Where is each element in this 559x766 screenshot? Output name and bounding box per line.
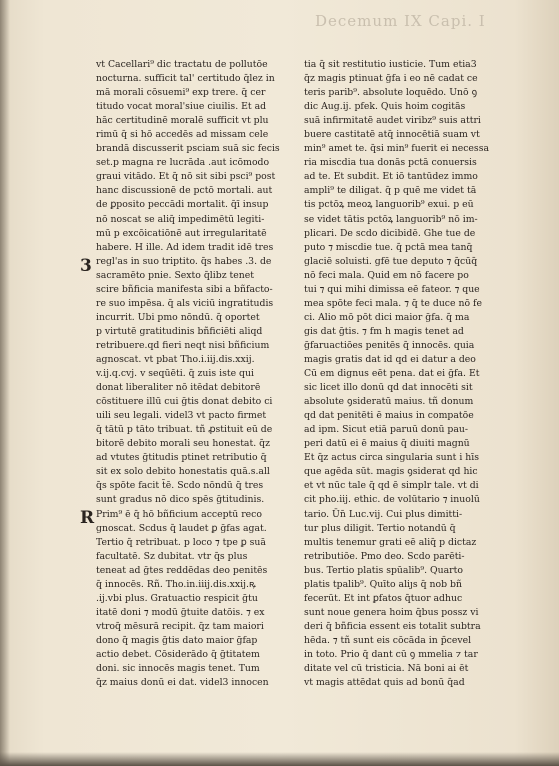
text-line: teris parib⁹. absolute loquēdo. Unō ꝯ — [304, 87, 478, 99]
text-line: ampli⁹ te diligat. q̄ p quē me videt tā — [304, 185, 477, 197]
text-line: tia q̄ sit restitutio iusticie. Tum etia3 — [304, 59, 477, 70]
text-line: in toto. Prio q̄ dant cū ꝯ mmelia ⁊ tar — [304, 648, 478, 660]
text-line: deri q̄ bñficia essent eis totalit subtra — [304, 620, 481, 632]
text-line: cōstituere illū cui ḡtis donat debito ci — [96, 396, 273, 408]
text-line: peri datū ei ē maius q̄ diuiti magnū — [304, 438, 470, 450]
text-line: ci. Alio mō pōt dici maior ḡfa. q̄ ma — [304, 311, 470, 323]
text-line: nocturna. sufficit tal' certitudo q̄lez in — [96, 73, 275, 85]
text-line: teneat ad ḡtes reddēdas deo penitēs — [96, 564, 268, 576]
text-line: Prim⁹ ē q̄ hō bñficium acceptū reco — [96, 508, 262, 520]
text-line: suā infirmitatē audet viribz⁹ suis attri — [304, 115, 481, 127]
text-line: q̄s spōte facit t̄ē. Scdo nōndū q̄ tres — [96, 480, 264, 492]
text-line: incurrit. Ubi pmo nōndū. q̄ oportet — [96, 311, 260, 323]
text-line: tis pctōꝝ meoꝝ languorib⁹ exui. p eū — [304, 199, 474, 211]
text-line: hanc discussionē de pctō mortali. aut — [96, 185, 273, 197]
text-line: nō feci mala. Quid em nō facere po — [304, 269, 469, 281]
text-line: tui ⁊ qui mihi dimissa eē fateor. ⁊ que — [304, 283, 480, 295]
text-line: bus. Tertio platis spūalib⁹. Quarto — [304, 564, 463, 576]
text-line: gis dat ḡtis. ⁊ fm h magis tenet ad — [304, 325, 464, 337]
section-marker: R — [80, 508, 95, 528]
text-line: Tertio q̄ retribuat. p loco ⁊ tpe ꝑ suā — [96, 536, 266, 548]
text-line: v.ij.q.cvj. v seqūēti. q̄ zuis iste qui — [96, 368, 254, 380]
text-line: et vt nūc tale q̄ qd ē simplr tale. vt di — [304, 480, 479, 492]
text-line: cit pho.iij. ethic. de volūtario ⁊ inuolū — [304, 494, 480, 506]
text-line: set.p magna re lucrāda .aut icōmodo — [96, 157, 270, 169]
text-line: gnoscat. Scdus q̄ laudet ꝑ ḡfas agat. — [96, 522, 267, 534]
text-line: se videt tātis pctōꝝ languorib⁹ nō im- — [304, 213, 478, 225]
text-line: tur plus diligit. Tertio notandū q̄ — [304, 522, 456, 534]
text-line: q̄ innocēs. Rñ. Tho.in.iiij.dis.xxij.ꝶ — [96, 578, 256, 590]
text-line: vt Cacellari⁹ dic tractatu de pollutōe — [96, 59, 268, 70]
text-line: sic licet illo donū qd dat innocēti sit — [304, 382, 473, 394]
running-head: Decemum IX Capi. I — [315, 12, 486, 30]
text-line: puto ⁊ miscdie tue. q̄ pctā mea tanq̄ — [304, 241, 473, 253]
page-gutter-shadow — [0, 0, 10, 766]
text-line: itatē doni ⁊ modū ḡtuite datōis. ⁊ ex — [96, 606, 265, 618]
text-line: retributiōe. Pmo deo. Scdo parēti- — [304, 550, 465, 562]
text-line: q̄z magis ptinuat ḡfa i eo nē cadat ce — [304, 73, 478, 85]
text-line: Et q̄z actus circa singularia sunt i hīs — [304, 452, 480, 464]
text-line: mā morali cōsuemi⁹ exp trere. q̄ cer — [96, 87, 266, 99]
text-line: brandā discusserit psciam suā sic fecis — [96, 143, 280, 155]
text-line: ditate vel cū tristicia. Nā boni ai ēt — [304, 663, 469, 675]
left-text-column — [96, 58, 311, 690]
text-line: min⁹ amet te. q̄si min⁹ fuerit ei necessa — [304, 143, 490, 155]
text-line: nō noscat se aliq̄ impedimētū legiti- — [96, 213, 265, 225]
text-line: scire bñficia manifesta sibi a bñfacto- — [96, 283, 273, 295]
text-line: habere. H ille. Ad idem tradit idē tres — [96, 241, 274, 253]
text-line: retribuere.qd fieri neqt nisi bñficium — [96, 339, 270, 351]
text-line: donat liberaliter nō itēdat debitorē — [96, 382, 261, 394]
text-line: rimū q̄ si hō accedēs ad missam cele — [96, 129, 269, 141]
text-line: uili seu legali. videl3 vt pacto firmet — [96, 410, 267, 422]
text-line: multis tenemur grati eē aliq̄ p dictaz — [304, 536, 477, 548]
text-line: actio debet. Cōsiderādo q̄ ḡtitatem — [96, 648, 260, 660]
text-line: dono q̄ magis ḡtis dato maior ḡfap — [96, 634, 258, 646]
text-line: mea spōte feci mala. ⁊ q̄ te duce nō fe — [304, 297, 482, 309]
text-line: magis gratis dat id qd ei datur a deo — [304, 353, 476, 365]
text-line: facultatē. Sz dubitat. vtr q̄s plus — [96, 550, 248, 562]
text-line: ad te. Et subdit. Et iō tantūdez immo — [304, 171, 478, 183]
section-marker: 3 — [80, 256, 92, 276]
text-line: de ꝑposito peccādi mortalit. q̄ī insup — [96, 199, 269, 211]
text-line: sit ex solo debito honestatis quā.s.all — [96, 466, 270, 478]
text-line: graui vitādo. Et q̄ nō sit sibi psci⁹ post — [96, 171, 276, 183]
text-line: vt magis attēdat quis ad bonū q̄ad — [304, 677, 465, 689]
text-line: doni. sic innocēs magis tenet. Tum — [96, 663, 260, 675]
text-line: qd dat penitēti ē maius in compatōe — [304, 410, 474, 422]
text-line: mū p excōicatiōnē aut irregularitatē — [96, 227, 267, 239]
text-line: ḡfaruactiōes penitēs q̄ innocēs. quia — [304, 339, 475, 351]
text-line: .ij.vbi plus. Gratuactio respicit ḡtu — [96, 592, 258, 604]
text-line: platis tpalib⁹. Quīto aliȷs q̄ nob bñ — [304, 578, 462, 590]
text-line: titudo vocat moral'siue ciuilis. Et ad — [96, 101, 267, 113]
text-line: dic Aug.ij. pfek. Quis hoim cogitās — [304, 101, 466, 113]
text-line: ria miscdia tua donās pctā conuersis — [304, 157, 477, 169]
text-line: ad ipm. Sicut etiā paruū donū pau- — [304, 424, 469, 436]
text-line: Cū em dignus eēt pena. dat ei ḡfa. Et — [304, 368, 480, 380]
text-line: hāc certitudinē moralē sufficit vt plu — [96, 115, 269, 127]
text-line: absolute ꝯsideratū maius. tñ donum — [304, 396, 474, 408]
text-line: sacramēto pnie. Sexto q̄libz tenet — [96, 269, 255, 281]
text-line: regl'as in suo triptito. q̄s habes .3. de — [96, 255, 272, 267]
page-bottom-shadow — [0, 752, 559, 766]
text-line: que agēda sūt. magis ꝯsiderat qd hic — [304, 466, 478, 478]
text-line: q̄z maius donū ei dat. videl3 innocen — [96, 677, 269, 689]
text-line: q̄ tātū p tāto tribuat. tñ ꝓstituit eū de — [96, 424, 273, 436]
text-line: fecerūt. Et int ꝑfatos q̄tuor adhuc — [304, 592, 463, 604]
text-line: agnoscat. vt pbat Tho.i.iij.dis.xxij. — [96, 353, 255, 365]
text-line: plicari. De scdo dicibidē. Ghe tue de — [304, 227, 476, 239]
text-line: re suo impēsa. q̄ als viciū ingratitudis — [96, 297, 274, 309]
text-line: sunt noue genera hoim q̄bus possz vi — [304, 606, 479, 618]
text-line: tario. Ūn̄ Luc.vij. Cui plus dimitti- — [304, 508, 463, 520]
text-line: buere castitatē atq̄ innocētiā suam vt — [304, 129, 480, 141]
right-text-column — [304, 58, 519, 690]
text-line: sunt gradus nō dico spēs ḡtitudinis. — [96, 494, 265, 506]
text-line: glaciē soluisti. gfē tue deputo ⁊ q̄cūq̄ — [304, 255, 478, 267]
text-line: hēda. ⁊ tñ sunt eis cōcāda in p̄cevel — [304, 634, 472, 646]
text-line: bitorē debito morali seu honestat. q̄z — [96, 438, 270, 450]
text-line: p virtutē gratitudinis bñficiēti aliqd — [96, 325, 263, 337]
text-line: ad vtutes ḡtitudis ptinet retributio q̄ — [96, 452, 267, 464]
text-line: vtroq̄ mēsurā recipit. q̄z tam maiori — [96, 620, 264, 632]
